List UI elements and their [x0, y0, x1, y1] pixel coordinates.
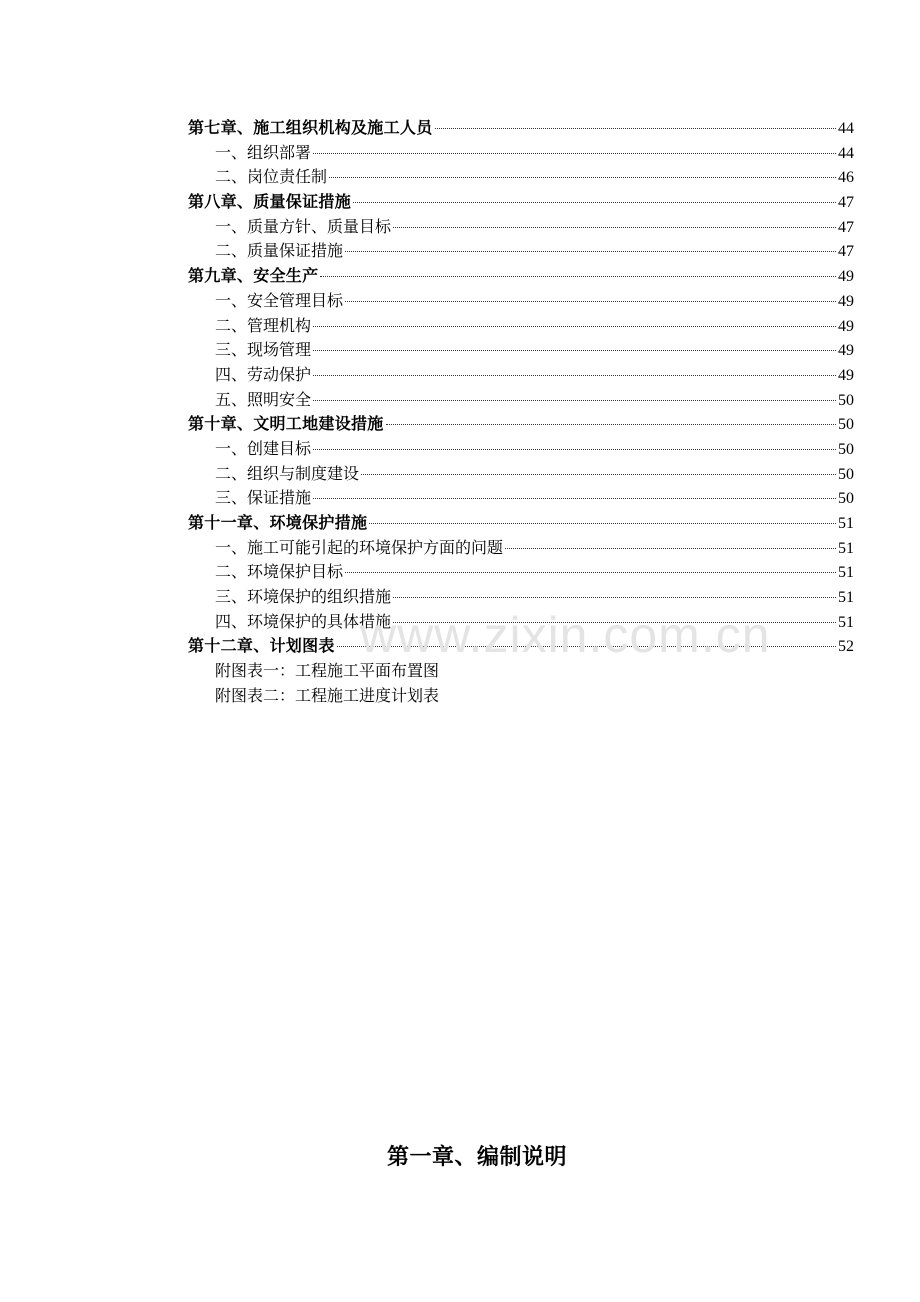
toc-entry-title: 二、岗位责任制 [215, 167, 328, 187]
toc-entry-title: 一、创建目标 [215, 438, 312, 458]
toc-dot-leader [337, 646, 836, 647]
toc-dot-leader [313, 400, 836, 401]
toc-section-entry[interactable] [188, 388, 854, 413]
toc-entry-page-number: 47 [838, 243, 854, 261]
toc-dot-leader [313, 498, 836, 499]
toc-section-entry[interactable] [188, 437, 854, 462]
toc-entry-page-number: 50 [838, 416, 854, 434]
toc-entry-title: 二、质量保证措施 [215, 241, 344, 261]
toc-dot-leader [313, 350, 836, 351]
toc-dot-leader [361, 474, 836, 475]
chapter-heading: 第一章、编制说明 [386, 1145, 567, 1170]
toc-entry-title: 一、施工可能引起的环境保护方面的问题 [215, 537, 504, 557]
toc-dot-leader [505, 548, 836, 549]
toc-entry-title: 第十章、文明工地建设措施 [188, 414, 384, 434]
toc-entry-page-number: 49 [838, 317, 854, 335]
toc-entry-page-number: 51 [838, 589, 854, 607]
toc-entry-page-number: 44 [838, 120, 854, 137]
toc-chapter-entry[interactable] [188, 264, 854, 289]
toc-entry-page-number: 52 [838, 638, 854, 656]
toc-entry-page-number: 51 [838, 613, 854, 631]
toc-dot-leader [313, 153, 836, 154]
toc-section-entry[interactable] [188, 536, 854, 561]
toc-entry-page-number: 47 [838, 218, 854, 236]
toc-entry-title: 三、保证措施 [215, 488, 312, 508]
toc-section-entry[interactable] [188, 165, 854, 190]
toc-entry-page-number: 47 [838, 194, 854, 212]
toc-entry-page-number: 50 [838, 465, 854, 483]
toc-entry-title: 一、质量方针、质量目标 [215, 216, 392, 236]
toc-entry-page-number: 46 [838, 169, 854, 187]
toc-dot-leader [386, 424, 836, 425]
toc-entry-title: 第九章、安全生产 [188, 266, 319, 286]
appendix-item [188, 684, 854, 709]
toc-dot-leader [313, 326, 836, 327]
toc-entry-page-number: 50 [838, 391, 854, 409]
toc-dot-leader [345, 572, 836, 573]
toc-entry-page-number: 50 [838, 490, 854, 508]
toc-entry-page-number: 50 [838, 440, 854, 458]
toc-section-entry[interactable] [188, 215, 854, 240]
toc-dot-leader [393, 622, 836, 623]
toc-entry-title: 三、环境保护的组织措施 [215, 587, 392, 607]
toc-entry-title: 一、安全管理目标 [215, 290, 344, 310]
toc-entry-title: 三、现场管理 [215, 340, 312, 360]
toc-chapter-entry[interactable] [188, 190, 854, 215]
toc-entry-page-number: 51 [838, 515, 854, 532]
toc-entry-title: 二、管理机构 [215, 315, 312, 335]
toc-section-entry[interactable] [188, 363, 854, 388]
toc-chapter-entry[interactable] [188, 116, 854, 141]
toc-dot-leader [345, 251, 836, 252]
toc-section-entry[interactable] [188, 338, 854, 363]
toc-entry-title: 五、照明安全 [215, 389, 312, 409]
toc-dot-leader [345, 301, 836, 302]
toc-section-entry[interactable] [188, 462, 854, 487]
toc-entry-title: 二、环境保护目标 [215, 562, 344, 582]
toc-dot-leader [353, 202, 836, 203]
toc-dot-leader [313, 375, 836, 376]
toc-entry-title: 二、组织与制度建设 [215, 463, 360, 483]
toc-entry-page-number: 51 [838, 564, 854, 582]
toc-entry-page-number: 49 [838, 366, 854, 384]
toc-entry-title: 第八章、质量保证措施 [188, 192, 352, 212]
toc-dot-leader [313, 449, 836, 450]
toc-section-entry[interactable] [188, 289, 854, 314]
toc-dot-leader [393, 227, 836, 228]
toc-section-entry[interactable] [188, 610, 854, 635]
watermark: www.zixin.com.cn [360, 607, 771, 663]
toc-list [188, 116, 854, 659]
toc-section-entry[interactable] [188, 560, 854, 585]
toc-entry-page-number: 49 [838, 268, 854, 286]
toc-section-entry[interactable] [188, 239, 854, 264]
appendix-item-label: 附图表二：工程施工进度计划表 [215, 685, 440, 705]
toc-entry-page-number: 51 [838, 539, 854, 557]
toc-dot-leader [320, 276, 836, 277]
toc-entry-title: 第七章、施工组织机构及施工人员 [188, 118, 433, 137]
appendix-item-label: 附图表一：工程施工平面布置图 [215, 661, 440, 681]
toc-dot-leader [393, 597, 836, 598]
appendix-item [188, 659, 854, 684]
toc-entry-title: 四、劳动保护 [215, 364, 312, 384]
toc-entry-page-number: 44 [838, 144, 854, 162]
toc-entry-title: 第十二章、计划图表 [188, 636, 335, 656]
toc-entry-page-number: 49 [838, 292, 854, 310]
toc-entry-title: 一、组织部署 [215, 142, 312, 162]
toc-entry-page-number: 49 [838, 342, 854, 360]
toc-section-entry[interactable] [188, 486, 854, 511]
toc-dot-leader [329, 177, 836, 178]
toc-section-entry[interactable] [188, 585, 854, 610]
table-of-contents [188, 116, 854, 709]
toc-chapter-entry[interactable] [188, 511, 854, 536]
toc-dot-leader [435, 128, 836, 129]
toc-entry-title: 第十一章、环境保护措施 [188, 513, 368, 532]
toc-section-entry[interactable] [188, 141, 854, 166]
appendix-list [188, 659, 854, 708]
toc-chapter-entry[interactable] [188, 634, 854, 659]
toc-dot-leader [369, 523, 836, 524]
toc-entry-title: 四、环境保护的具体措施 [215, 611, 392, 631]
toc-section-entry[interactable] [188, 314, 854, 339]
toc-chapter-entry[interactable] [188, 412, 854, 437]
